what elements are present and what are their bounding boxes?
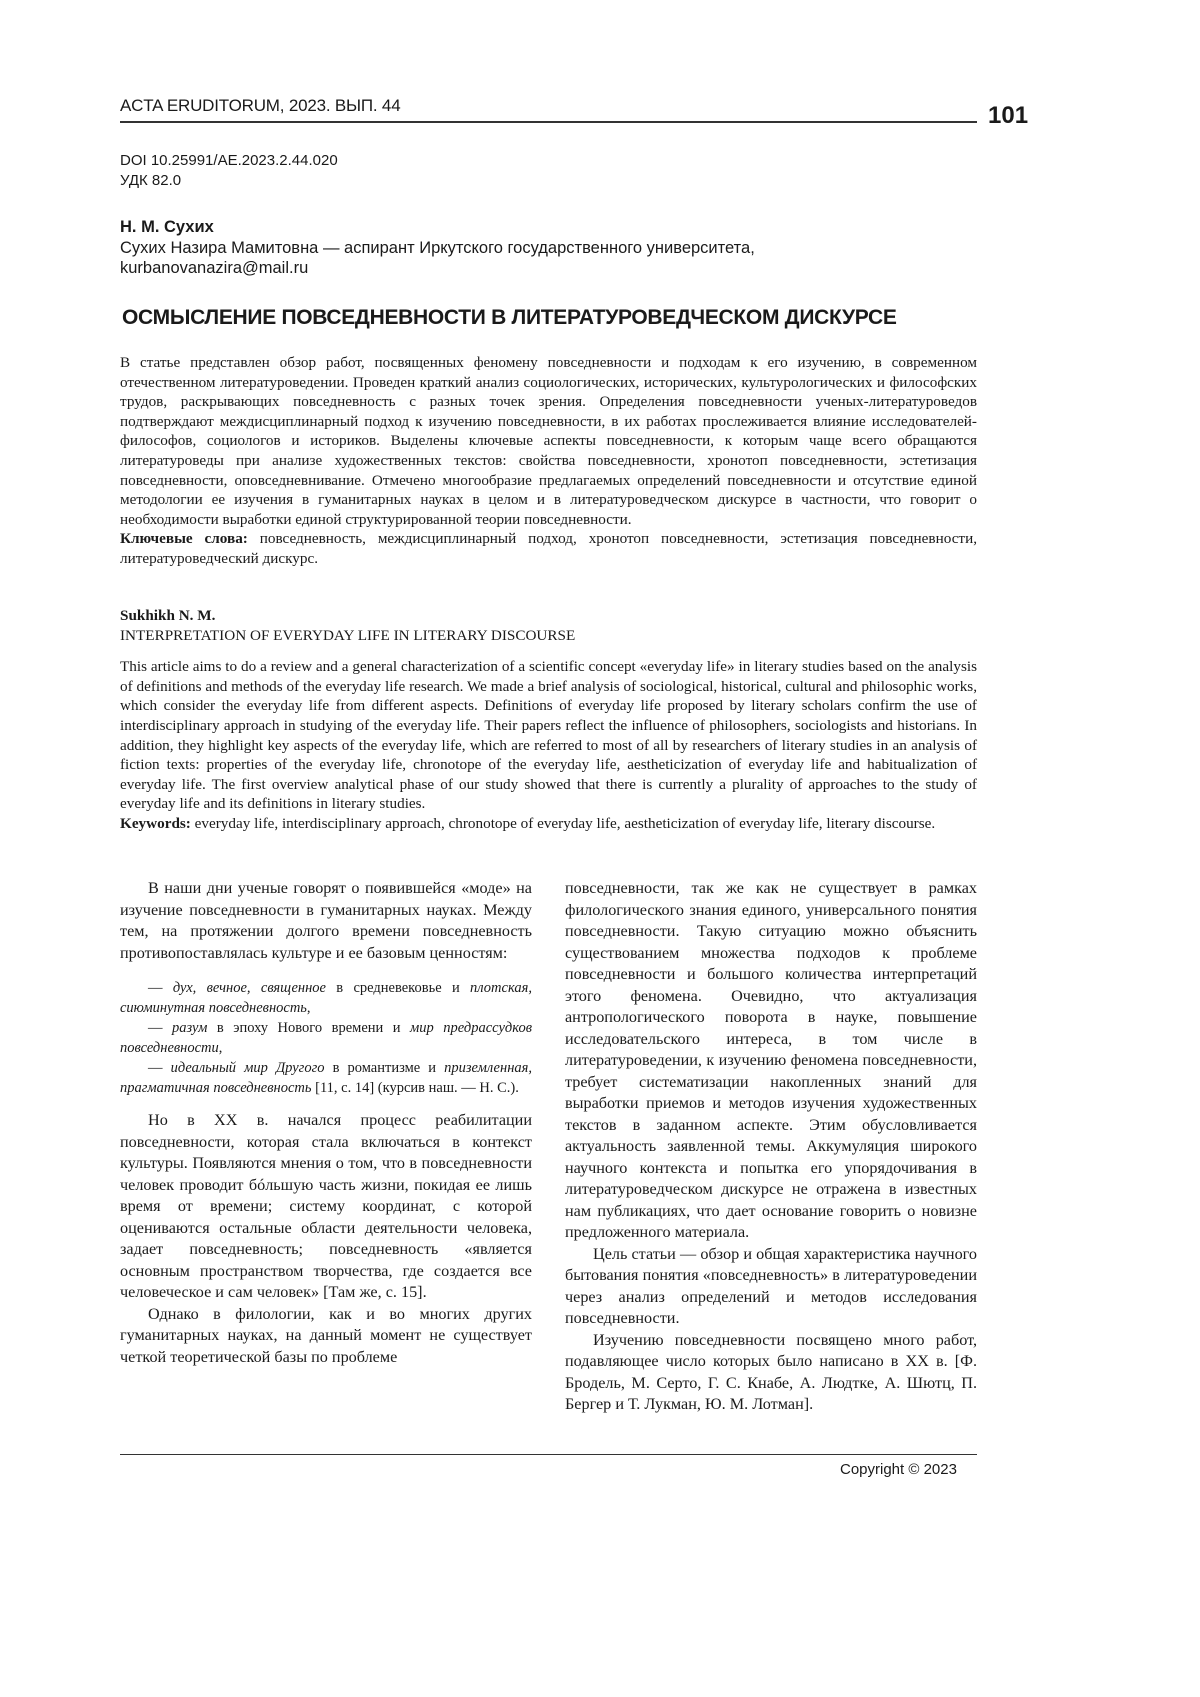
article-meta [120,151,338,191]
author-block [120,217,755,279]
paragraph: Изучению повседневности посвящено много работ, подавляющее число которых было написано в XX в. [Ф. Бродель, М. Серто, Г. С. Кнабе, А. Людтке, А. Шютц, П. Бергер и Т. Лукман, Ю. М. Лотман]. [565,1330,977,1416]
keywords-ru-text: повседневность, междисциплинарный подход, хронотоп повседневности, эстетизация повседневности, литературоведческий дискурс. [120,530,977,567]
body-column-left [120,878,532,1368]
abstract-en-text: This article aims to do a review and a general characterization of a scientific concept «everyday life» in literary studies based on the analysis of definitions and methods of the everyday life research. We made a brief analysis of sociological, historical, cultural and philosophic works, which consider the everyday life from different aspects. Definitions of everyday life proposed by literary scholars confirm the use of interdisciplinary approach in studying of the everyday life. Their papers reflect the influence of philosophers, sociologists and historians. In addition, they highlight key aspects of the everyday life, which are referred to most of all by researchers of literary studies in an analysis of fiction texts: properties of the everyday life, chronotope of the everyday life, aestheticization of everyday life and habitualization of everyday life. The first overview analytical phase of our study showed that there is currently a plurality of approaches to the study of everyday life and its definitions in literary studies. [120,657,977,814]
keywords-ru-label: Ключевые слова: [120,530,248,547]
author-affiliation: Сухих Назира Мамитовна — аспирант Иркутского государственного университета, [120,238,755,259]
paragraph: В наши дни ученые говорят о появившейся «моде» на изучение повседневности в гуманитарных науках. Между тем, на протяжении долгого времени повседневность противопоставлялась культуре и ее базовым ценностям: [120,878,532,964]
contrast-list [120,978,532,1098]
abstract-ru [120,353,977,569]
paragraph: повседневности, так же как не существует в рамках филологического знания единого, универсального понятия повседневности. Такую ситуацию можно объяснить существованием множества подходов к проблеме повседневности и большого количества интерпретаций этого феномена. Очевидно, что актуализация антропологического поворота в науке, повышение исследовательского интереса, в том числе в литературоведении, к изучению феномена повседневности, требует систематизации накопленных знаний для выработки приемов и методов изучения художественных текстов в заданном аспекте. Этим обусловливается актуальность заявленной темы. Аккумуляция широкого научного контекста и попытка его упорядочивания в литературоведческом дискурсе не отражена в известных нам публикациях, что дает основание говорить о новизне предложенного материала. [565,878,977,1244]
paragraph: Однако в филологии, как и во многих других гуманитарных науках, на данный момент не существует четкой теоретической базы по проблеме [120,1304,532,1369]
udk: УДК 82.0 [120,171,338,191]
author-email[interactable]: kurbanovanazira@mail.ru [120,258,755,279]
title-en: INTERPRETATION OF EVERYDAY LIFE IN LITERARY DISCOURSE [120,626,977,646]
paragraph: Цель статьи — обзор и общая характеристика научного бытования понятия «повседневность» в литературоведении через анализ определений и методов исследования повседневности. [565,1244,977,1330]
keywords-en-label: Keywords: [120,815,191,832]
abstract-ru-text: В статье представлен обзор работ, посвященных феномену повседневности и подходам к его изучению, в современном отечественном литературоведении. Проведен краткий анализ социологических, исторических, культурологических и философских трудов, раскрывающих повседневность с разных точек зрения. Определения повседневности ученых-литературоведов подтверждают междисциплинарный подход к изучению повседневности, в их работах прослеживается влияние исследователей-философов, социологов и историков. Выделены ключевые аспекты повседневности, к которым чаще всего обращаются литературоведы при анализе художественных текстов: свойства повседневности, хронотоп повседневности, эстетизация повседневности, оповседневнивание. Отмечено многообразие предлагаемых определений повседневности и отсутствие единой методологии ее изучения в гуманитарных науках в целом и в литературоведческом дискурсе в частности, что говорит о необходимости выработки единой структурированной теории повседневности. [120,353,977,529]
paragraph: Но в XX в. начался процесс реабилитации повседневности, которая стала включаться в контекст культуры. Появляются мнения о том, что в повседневности человек проводит бóльшую часть жизни, покидая ее лишь время от времени; систему координат, с которой оцениваются остальные области деятельности человека, задает повседневность; повседневность «является основным пространством творчества, где создается все человеческое и сам человек» [Там же, с. 15]. [120,1110,532,1304]
keywords-en [120,814,977,834]
footer-rule [120,1454,977,1455]
copyright: Copyright © 2023 [840,1461,957,1478]
list-item: — идеальный мир Другого в романтизме и приземленная, прагматичная повседневность [11, с. 14] (курсив наш. — Н. С.). [120,1058,532,1098]
author-en: Sukhikh N. M. [120,606,977,626]
journal-header: ACTA ERUDITORUM, 2023. ВЫП. 44 [120,96,400,116]
header-rule [120,121,977,123]
body-column-right [565,878,977,1416]
doi: DOI 10.25991/AE.2023.2.44.020 [120,151,338,171]
article-title: ОСМЫСЛЕНИЕ ПОВСЕДНЕВНОСТИ В ЛИТЕРАТУРОВЕДЧЕСКОМ ДИСКУРСЕ [122,306,897,330]
keywords-ru [120,529,977,568]
list-item: — разум в эпоху Нового времени и мир предрассудков повседневности, [120,1018,532,1058]
abstract-en [120,606,977,834]
keywords-en-text: everyday life, interdisciplinary approach, chronotope of everyday life, aestheticization of everyday life, literary discourse. [191,815,935,832]
author-name: Н. М. Сухих [120,217,755,238]
page-number: 101 [988,102,1028,130]
list-item: — дух, вечное, священное в средневековье и плотская, сиюминутная повседневность, [120,978,532,1018]
